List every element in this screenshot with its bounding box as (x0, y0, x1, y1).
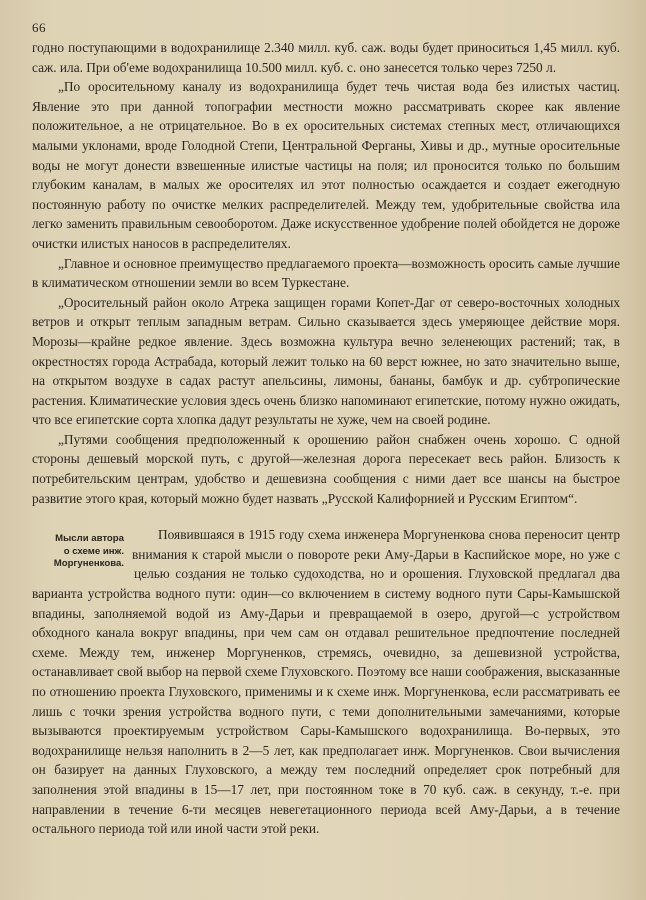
paragraph-2: „По оросительному каналу из водохранилища будет течь чистая вода без илистых частиц. Явление это при данной топографии местности можно рассматривать скорее как явление положительное, а не отрицательное. Во в ех оросительных системах степных мест, отличающихся малыми уклонами, вроде Голодной Степи, Центральной Ферганы, Хивы и др., мутные оросительные воды не могут донести взвешенные илистые частицы на поля; ил проносится только по большим глубоким каналам, в малых же оросителях ил этот полностью осаждается и создает ежегодную постоянную работу по очистке мелких распределителей. Между тем, удобрительные свойства ила легко заменить правильным севооборотом. Даже искусственное удобрение полей обойдется не дороже очистки илистых наносов в распределителях. (32, 79, 620, 251)
paragraph-6: Появившаяся в 1915 году схема инженера Моргуненкова снова переносит центр внимания к старой мысли о повороте реки Аму-Дарьи в Каспийское море, но уже с целью создания не только судоходства, но и орошения. Глуховской предлагал два варианта устройства водного пути: один—со включением в систему водного пути Сары-Камышской впадины, заполняемой водой из Аму-Дарьи и превращаемой в озеро, другой—с устройством обходного канала вокруг впадины, при чем сам он отдавал решительное предпочтение последней схеме. Между тем, инженер Моргуненков, стремясь, очевидно, за дешевизной устройства, останавливает свой выбор на первой схеме Глуховского. Поэтому все наши соображения, высказанные по отношению проекта Глуховского, применимы и к схеме инж. Моргуненкова, если рассматривать ее лишь с точки зрения устройства водного пути, с теми дополнительными замечаниями, которые вызываются проектируемым устройством Сары-Камышского водохранилища. Во-первых, это водохранилище нельзя наполнить в 2—5 лет, как предполагает инж. Моргуненков. Свои вычисления он базирует на данных Глуховского, а между тем последний определяет срок потребный для заполнения этой впадины в 15—17 лет, при постоянном токе в 70 куб. саж. в секунду, т.-е. при направлении в течение 6-ти месяцев невегетационного периода всей Аму-Дарьи, а в течение остального периода той или иной части этой реки. (32, 527, 620, 837)
margin-spacer (32, 571, 134, 577)
margin-note-line-3: Моргуненкова. (53, 558, 124, 570)
paragraph-4: „Оросительный район около Атрека защищен горами Копет-Даг от северо-восточных холодных ветров и открыт теплым западным ветрам. Сильно сказывается здесь умеряющее действие моря. Морозы—крайне редкое явление. Здесь возможна культура вечно зеленеющих растений; так, в окрестностях города Астрабада, который лежит только на 60 верст южнее, но зато значительно выше, на открытом воздухе в садах растут апельсины, лимоны, бананы, бамбук и др. субтропические растения. Климатические условия здесь очень близко напоминают египетские, потому нужно ожидать, что все египетские сорта хлопка дадут результаты не хуже, чем на своей родине. (32, 294, 620, 428)
paragraph-1: годно поступающими в водохранилище 2.340 милл. куб. саж. воды будет приноситься 1,45 милл. куб. саж. ила. При об'еме водохранилища 10.500 милл. куб. с. оно занесется только через 7250 л. (32, 40, 620, 75)
margin-note (30, 533, 124, 571)
paragraph-5: „Путями сообщения предположенный к орошению район снабжен очень хорошо. С одной стороны дешевый морской путь, с другой—железная дорога пересекает весь район. Близость к потребительским центрам, удобство и дешевизна сообщения с ними дает все шансы на быстрое развитие этого края, который можно будет назвать „Русской Калифорнией и Русским Египтом“. (32, 431, 620, 506)
page-body (32, 38, 620, 839)
paragraph-3: „Главное и основное преимущество предлагаемого проекта—возможность оросить самые лучшие в климатическом отношении земли во всем Туркестане. (32, 255, 620, 291)
section-gap (32, 508, 620, 525)
margin-note-line-2: о схеме инж. (63, 545, 124, 557)
page-number: 66 (32, 20, 46, 35)
margin-note-line-1: Мысли автора (55, 533, 124, 545)
